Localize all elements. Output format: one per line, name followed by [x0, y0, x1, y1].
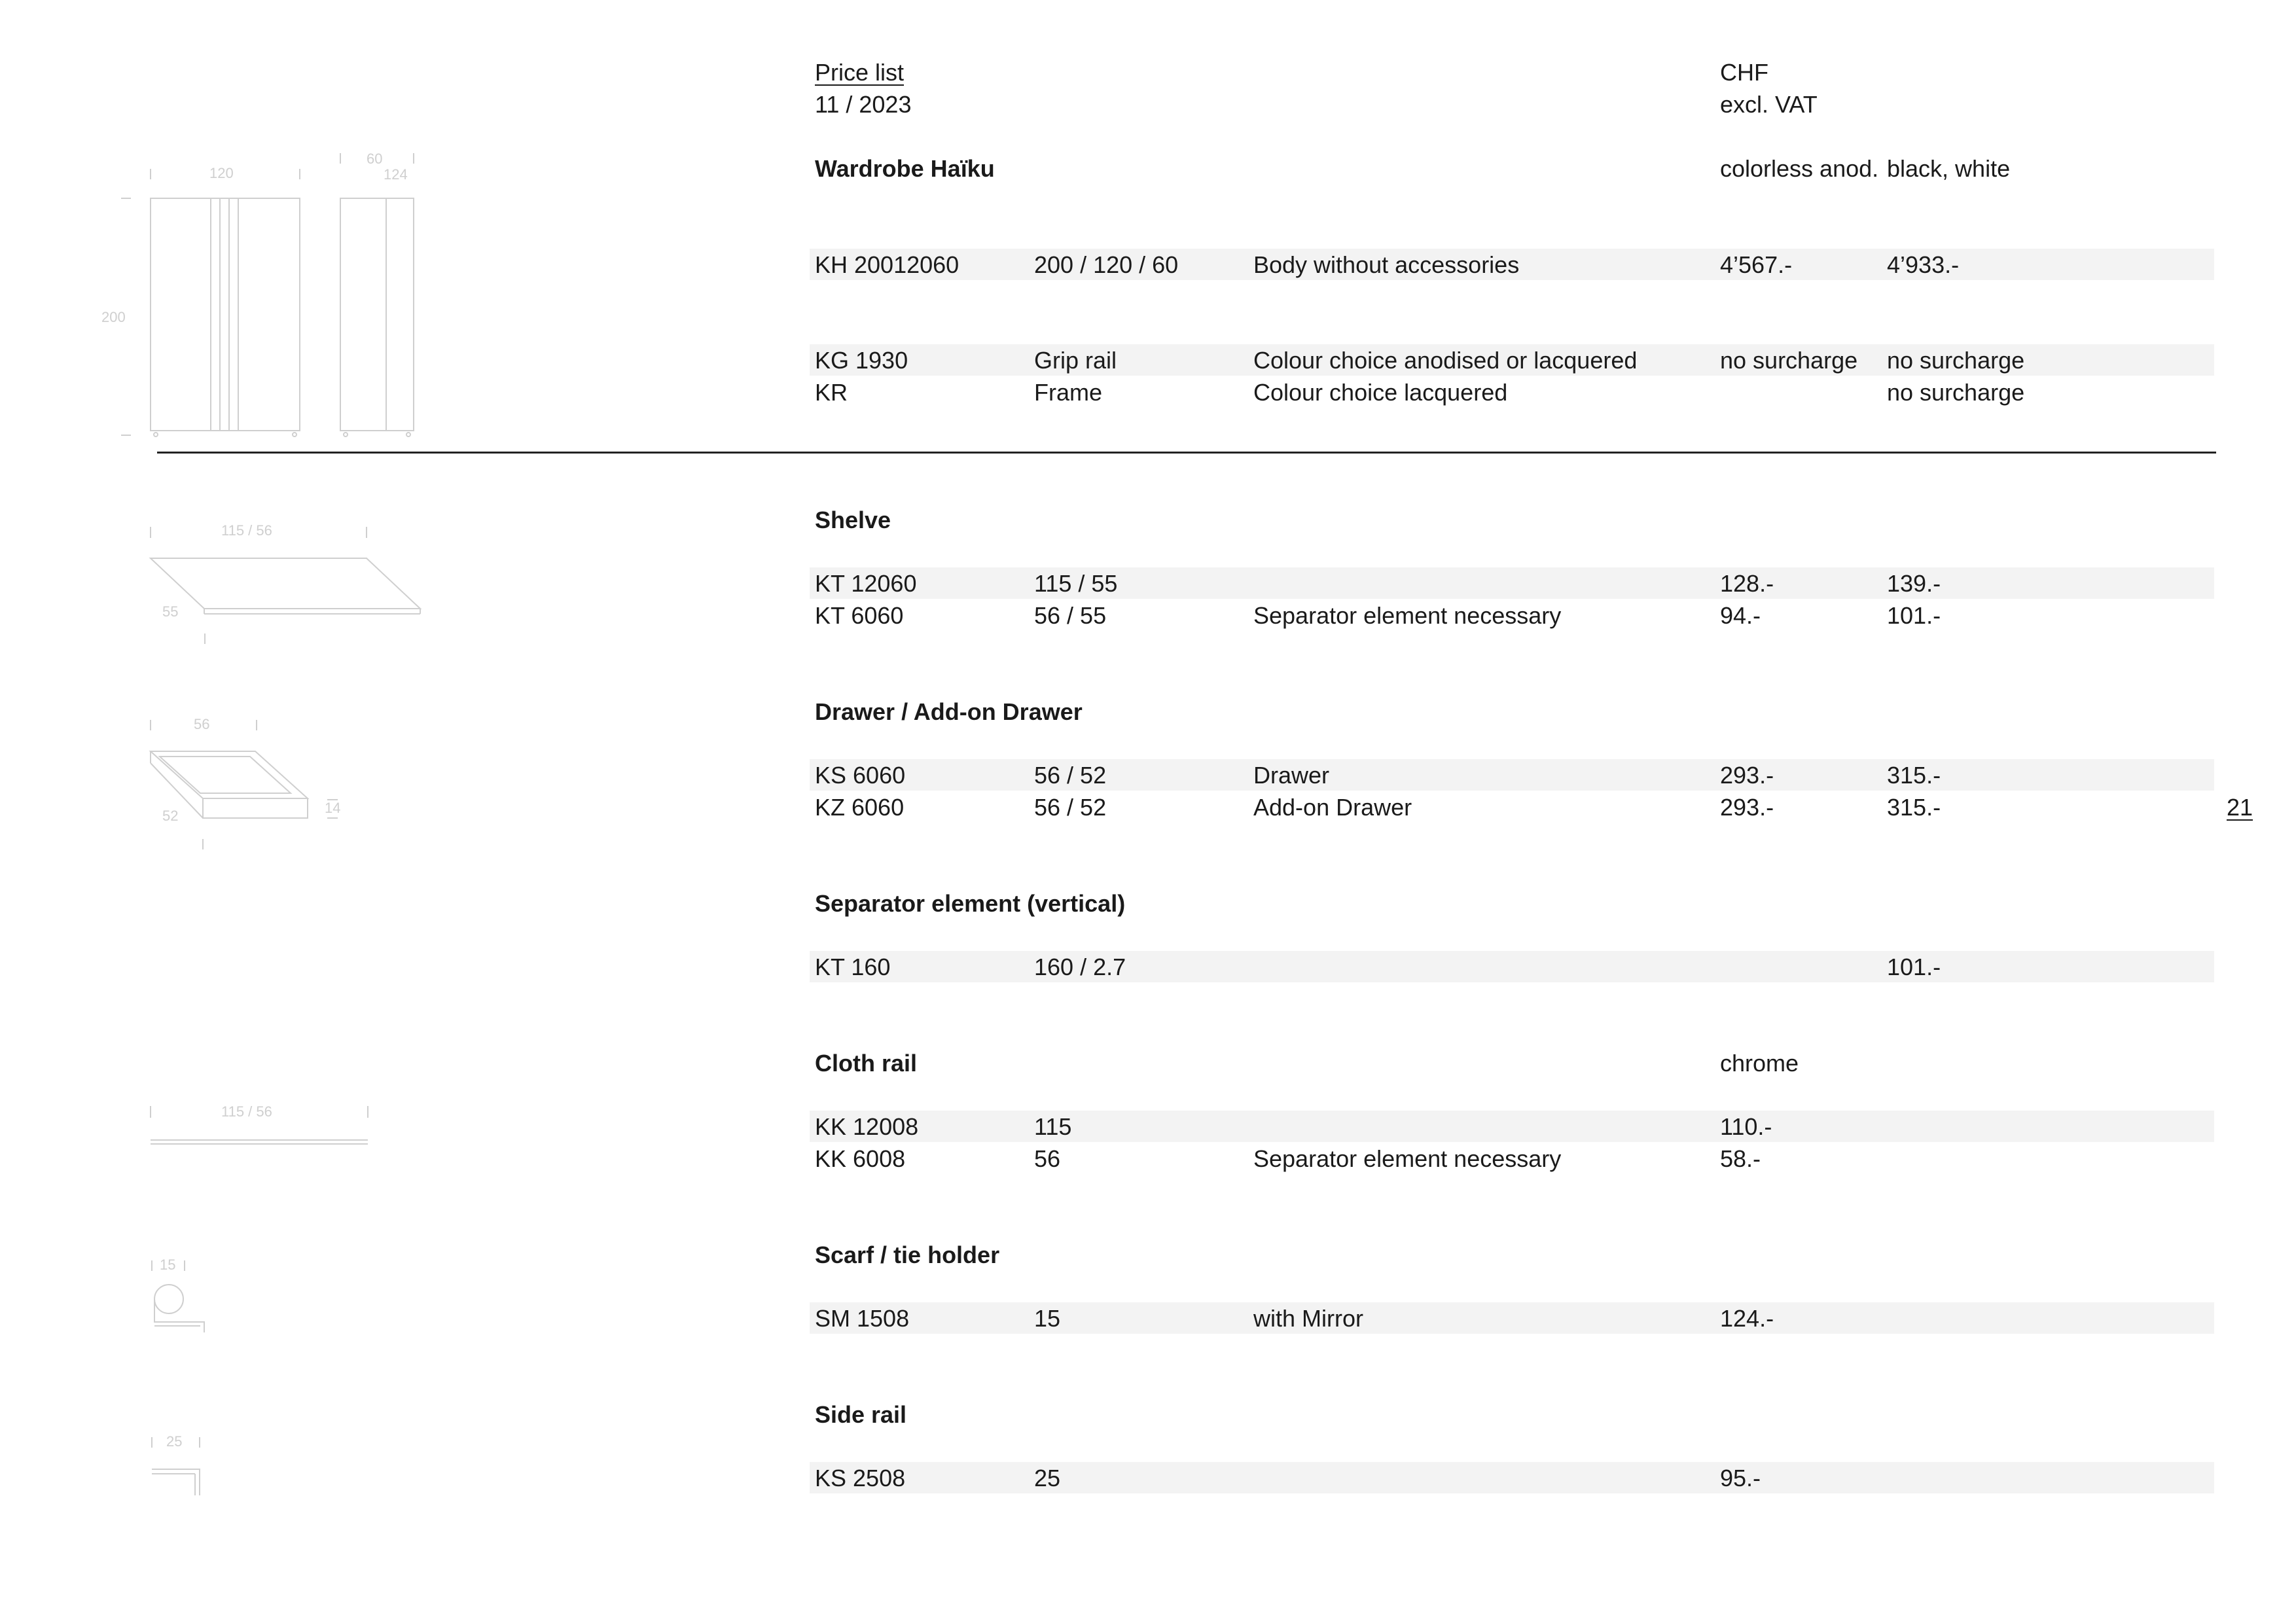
item-code: KK 6008: [815, 1145, 906, 1172]
item-dimensions: 200 / 120 / 60: [1034, 251, 1179, 278]
technical-drawings: [0, 0, 458, 1623]
page-number[interactable]: 21: [2227, 794, 2253, 821]
price-black-white: 315.-: [1887, 794, 1941, 821]
dim-label: 55: [162, 603, 179, 620]
price-chrome: 124.-: [1720, 1305, 1774, 1332]
item-code: SM 1508: [815, 1305, 910, 1332]
item-description: with Mirror: [1253, 1305, 1363, 1332]
dim-label: 115 / 56: [221, 1103, 272, 1120]
item-description: Separator element necessary: [1253, 1145, 1562, 1172]
table-row: [810, 1111, 2214, 1142]
table-row: [810, 951, 2214, 982]
item-description: Drawer: [1253, 762, 1330, 789]
item-description: Body without accessories: [1253, 251, 1520, 278]
item-code: KT 160: [815, 954, 891, 980]
price-black-white: 101.-: [1887, 602, 1941, 629]
item-code: KR: [815, 379, 848, 406]
item-code: KS 2508: [815, 1465, 906, 1491]
dim-label: 25: [166, 1433, 183, 1450]
section-title-scarf-holder: Scarf / tie holder: [815, 1241, 1000, 1268]
section-title-separator: Separator element (vertical): [815, 890, 1126, 917]
price-list-date: 11 / 2023: [815, 91, 912, 118]
section-title-drawer: Drawer / Add-on Drawer: [815, 698, 1083, 725]
dim-label: 120: [209, 165, 234, 181]
item-code: KK 12008: [815, 1113, 919, 1140]
item-dimensions: 25: [1034, 1465, 1061, 1491]
table-row: [810, 1462, 2214, 1493]
dim-label: 124: [384, 166, 408, 183]
item-code: KS 6060: [815, 762, 906, 789]
item-description: Add-on Drawer: [1253, 794, 1412, 821]
dim-label: 115 / 56: [221, 522, 272, 539]
price-anodised: 94.-: [1720, 602, 1761, 629]
price-list-title: Price list: [815, 59, 905, 86]
section-title-side-rail: Side rail: [815, 1401, 907, 1428]
item-code: KH 20012060: [815, 251, 960, 278]
item-code: KT 12060: [815, 570, 917, 597]
dim-label: 60: [367, 151, 383, 167]
column-header-anodised: colorless anod.: [1720, 155, 1879, 182]
vat-label: excl. VAT: [1720, 91, 1818, 118]
item-dimensions: 56 / 55: [1034, 602, 1107, 629]
price-anodised: 293.-: [1720, 794, 1774, 821]
price-anodised: 293.-: [1720, 762, 1774, 789]
wardrobe-side-drawing: [340, 153, 414, 437]
drawer-drawing: [151, 720, 341, 849]
item-dimensions: 56 / 52: [1034, 794, 1107, 821]
item-code: KZ 6060: [815, 794, 905, 821]
price-black-white: 4’933.-: [1887, 251, 1960, 278]
section-title-cloth-rail: Cloth rail: [815, 1050, 918, 1077]
dim-label: 56: [194, 716, 210, 732]
price-anodised: 128.-: [1720, 570, 1774, 597]
item-dimensions: Frame: [1034, 379, 1103, 406]
price-black-white: no surcharge: [1887, 379, 2025, 406]
column-header-chrome: chrome: [1720, 1050, 1799, 1077]
item-dimensions: 56 / 52: [1034, 762, 1107, 789]
column-header-black-white: black, white: [1887, 155, 2011, 182]
item-dimensions: 56: [1034, 1145, 1061, 1172]
dim-label: 200: [101, 309, 126, 325]
price-chrome: 58.-: [1720, 1145, 1761, 1172]
price-black-white: 139.-: [1887, 570, 1941, 597]
section-title-wardrobe: Wardrobe Haïku: [815, 155, 995, 182]
price-anodised: no surcharge: [1720, 347, 1858, 374]
table-row: [810, 759, 2214, 791]
price-chrome: 95.-: [1720, 1465, 1761, 1491]
currency-label: CHF: [1720, 59, 1768, 86]
item-code: KT 6060: [815, 602, 904, 629]
dim-label: 14: [325, 800, 341, 816]
shelve-drawing: [151, 527, 420, 644]
price-chrome: 110.-: [1720, 1113, 1772, 1140]
item-dimensions: 15: [1034, 1305, 1061, 1332]
wardrobe-front-drawing: [121, 169, 300, 437]
price-black-white: 101.-: [1887, 954, 1941, 980]
section-title-shelve: Shelve: [815, 507, 891, 533]
item-description: Colour choice anodised or lacquered: [1253, 347, 1638, 374]
item-code: KG 1930: [815, 347, 908, 374]
price-anodised: 4’567.-: [1720, 251, 1793, 278]
item-dimensions: 160 / 2.7: [1034, 954, 1126, 980]
item-description: Separator element necessary: [1253, 602, 1562, 629]
item-dimensions: 115 / 55: [1034, 570, 1118, 597]
item-dimensions: 115: [1034, 1113, 1072, 1140]
item-description: Colour choice lacquered: [1253, 379, 1508, 406]
price-black-white: 315.-: [1887, 762, 1941, 789]
table-row: [810, 567, 2214, 599]
section-divider: [157, 452, 2216, 454]
dim-label: 52: [162, 808, 179, 824]
table-row: [810, 1302, 2214, 1334]
price-black-white: no surcharge: [1887, 347, 2025, 374]
dim-label: 15: [160, 1257, 176, 1273]
item-dimensions: Grip rail: [1034, 347, 1117, 374]
